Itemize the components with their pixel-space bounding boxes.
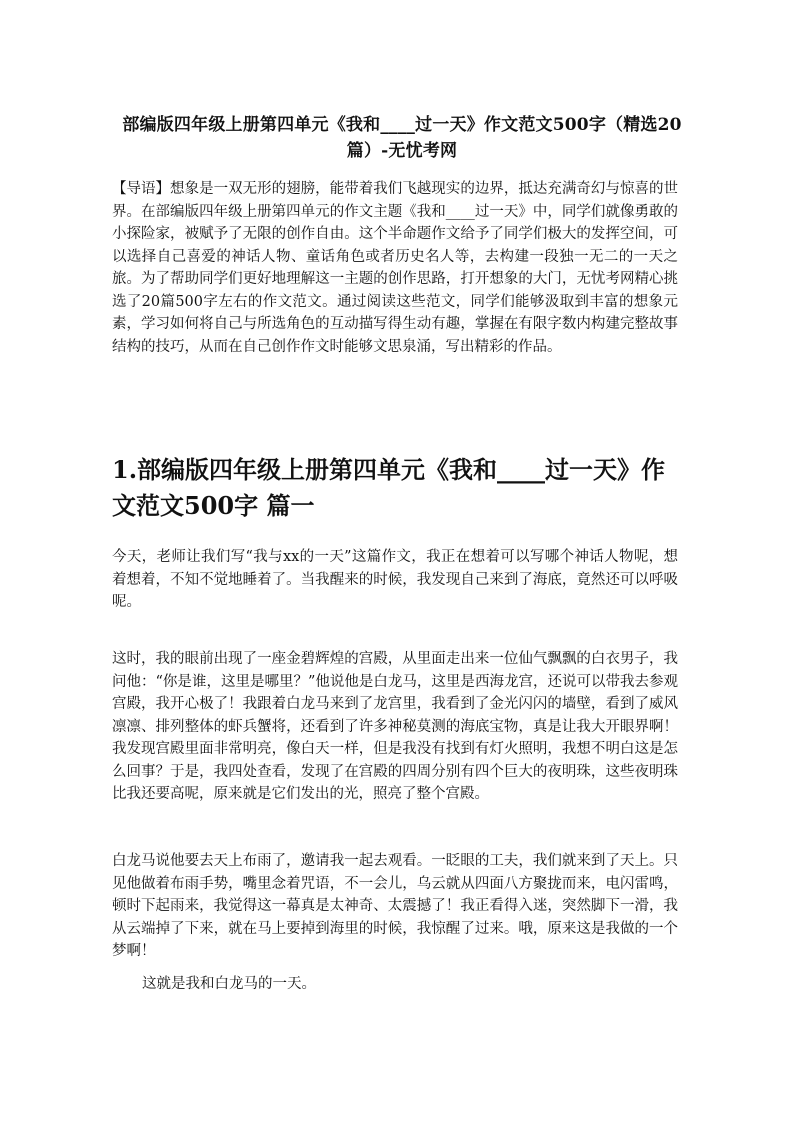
essay-paragraph-3: 白龙马说他要去天上布雨了，邀请我一起去观看。一眨眼的工夫，我们就来到了天上。只见他做着布雨手势，嘴里念着咒语，不一会儿，乌云就从四面八方聚拢而来，电闪雷鸣，顿时下起雨来，我觉得这一幕真是太神奇、太震撼了！我正看得入迷，突然脚下一滑，我从云端掉了下来，就在马上要掉到海里的时候，我惊醒了过来。哦，原来这是我做的一个梦啊！ [112, 853, 678, 959]
essay-paragraph-1: 今天，老师让我们写“我与xx的一天”这篇作文，我正在想着可以写哪个神话人物呢，想着想着，不知不觉地睡着了。当我醒来的时候，我发现自己来到了海底，竟然还可以呼吸呢。 [112, 549, 678, 610]
document-title: 部编版四年级上册第四单元《我和____过一天》作文范文500字（精选20篇）-无忧考网 [122, 115, 682, 161]
intro-paragraph: 【导语】想象是一双无形的翅膀，能带着我们飞越现实的边界，抵达充满奇幻与惊喜的世界。在部编版四年级上册第四单元的作文主题《我和____过一天》中，同学们就像勇敢的小探险家，被赋予了无限的创作自由。这个半命题作文给予了同学们极大的发挥空间，可以选择自己喜爱的神话人物、童话角色或者历史名人等，去构建一段独一无二的一天之旅。为了帮助同学们更好地理解这一主题的创作思路，打开想象的大门，无忧考网精心挑选了20篇500字左右的作文范文。通过阅读这些范文，同学们能够汲取到丰富的想象元素，学习如何将自己与所选角色的互动描写得生动有趣，掌握在有限字数内构建完整故事结构的技巧，从而在自己创作作文时能够文思泉涌，写出精彩的作品。 [112, 181, 678, 355]
section-heading: 1.部编版四年级上册第四单元《我和____过一天》作文范文500字 篇一 [112, 455, 666, 520]
essay-paragraph-2: 这时，我的眼前出现了一座金碧辉煌的宫殿，从里面走出来一位仙气飘飘的白衣男子，我问他：“你是谁，这里是哪里？”他说他是白龙马，这里是西海龙宫，还说可以带我去参观宫殿，我开心极了！我跟着白龙马来到了龙宫里，我看到了金光闪闪的墙壁，看到了威风凛凛、排列整体的虾兵蟹将，还看到了许多神秘莫测的海底宝物，真是让我大开眼界啊！我发现宫殿里面非常明亮，像白天一样，但是我没有找到有灯火照明，我想不明白这是怎么回事？于是，我四处查看，发现了在宫殿的四周分别有四个巨大的夜明珠，这些夜明珠比我还要高呢，原来就是它们发出的光，照亮了整个宫殿。 [112, 651, 678, 802]
essay-closing-line: 这就是我和白龙马的一天。 [142, 976, 316, 992]
